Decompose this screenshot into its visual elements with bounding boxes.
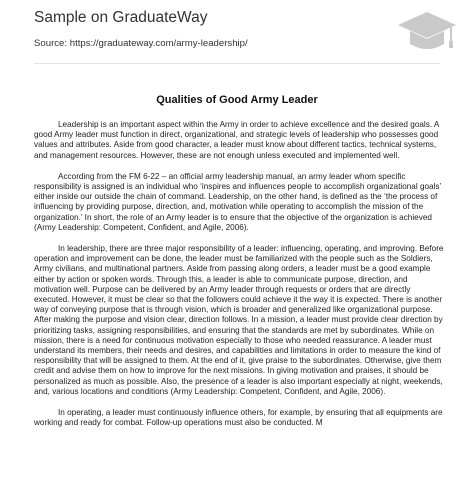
graduation-cap-icon <box>396 8 458 58</box>
paragraph: In leadership, there are three major responsibility of a leader: influencing, operating, and improving. Before operation and improvement can be done, the leader must be familiarized with the people such as the Soldiers, Army civilians, and multinational partners. Aside from passing along orders, a leader must be a good example either by action or spoken words. Through this, a leader is able to communicate purpose, direction, and motivation well. Purpose can be delivered by an Army leader through requests or orders that are directly executed. However, it must be clear so that the followers could achieve it the way it is expected. There is another way of conveying purpose that is through vision, which is broader and generalized like organizational purpose. After making the purpose and vision clear, direction follows. In a mission, a leader must provide clear direction by prioritizing tasks, assigning responsibilities, and ensuring that the standards are met by subordinates. While on mission, there is a need for continuous motivation especially to those who needed reassurance. A leader must understand its members, their needs and desires, and capabilities and limitations in order to measure the kind of responsibility that will be assigned to them. At the end of it, give praise to the subordinates. Otherwise, give them credit and advise them on how to improve for the next missions. In giving motivation and praises, it should be personalized as much as possible. Also, the presence of a leader is also important especially at night, weekends, and, various locations and conditions (Army Leadership: Competent, Confident, and Agile, 2006). <box>34 244 444 396</box>
essay-body <box>34 120 444 439</box>
document-title: Qualities of Good Army Leader <box>156 94 318 106</box>
header-divider <box>34 63 440 64</box>
source-label: Source: <box>34 38 68 49</box>
site-title: Sample on GraduateWay <box>34 9 208 26</box>
paragraph: Leadership is an important aspect within the Army in order to achieve excellence and the desired goals. A good Army leader must function in direct, organizational, and strategic levels of leadership who possesses good values and attributes. Aside from good character, a leader must know about different tactics, technical systems, and management resources. However, these are not enough unless executed and implemented well. <box>34 120 439 160</box>
paragraph: According from the FM 6-22 – an official army leadership manual, an army leader whom specific responsibility is assigned is an individual who ‘inspires and influences people to accomplish organizational goals’ either inside our outside the chain of command. Leadership, on the other hand, is defined as the ‘the process of influencing by providing purpose, direction, and, motivation while operating to accomplish the mission of the organization.’ In short, the role of an Army leader is to ensure that the objective of the organization is achieved (Army Leadership: Competent, Confident, and Agile, 2006). <box>34 171 442 232</box>
source-link[interactable]: https://graduateway.com/army-leadership/ <box>69 38 248 49</box>
page-header <box>0 0 474 62</box>
source-line <box>34 38 248 49</box>
paragraph: In operating, a leader must continuously influence others, for example, by ensuring that all equipments are working and ready for combat. Follow-up operations must also be conducted. M <box>34 408 443 428</box>
